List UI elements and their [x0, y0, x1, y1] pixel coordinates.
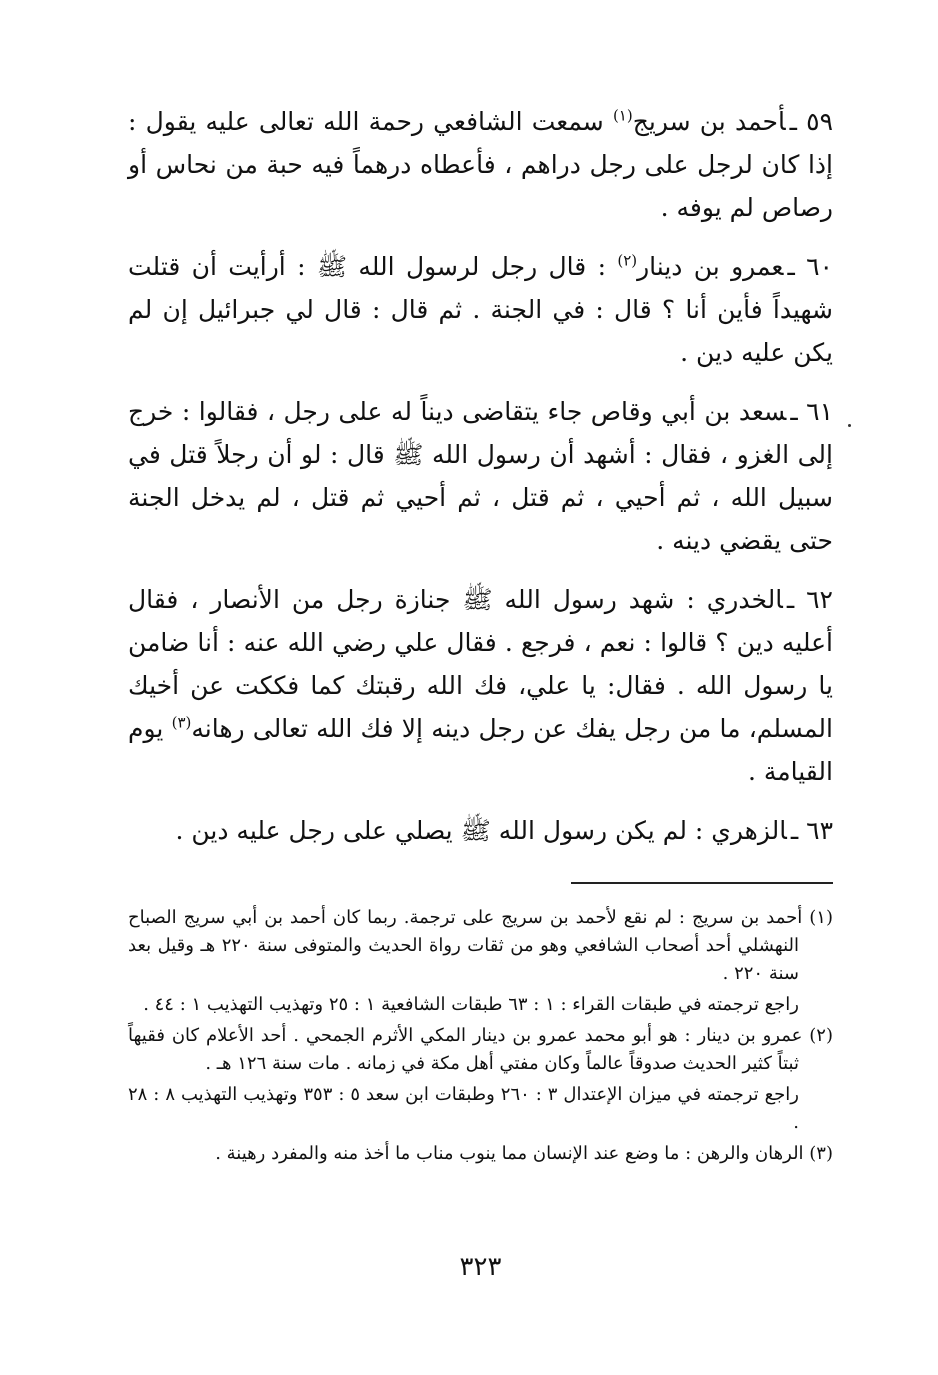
entry-text: الخدري : شهد رسول الله ﷺ جنازة رجل من الأنصار ، فقال أعليه دين ؟ قالوا : نعم ، فرجع . فقال علي رضي الله عنه : أنا ضامن يا رسول الله . فقال: يا علي، فك الله رقبتك كما فككت عن أخيك المسلم، ما من رجل يفك عن رجل دينه إلا فك الله تعالى رهانه [128, 585, 833, 743]
entry-number: ٥٩ ـ [789, 107, 833, 136]
entry-text-cont: : قال رجل لرسول الله ﷺ : أرأيت أن قتلت شهيداً فأين أنا ؟ قال : في الجنة . ثم قال : قال لي جبرائيل إن لم يكن عليه دين . [128, 252, 833, 367]
scan-speck [848, 424, 851, 427]
entry-63 [128, 809, 833, 852]
footnote-2-sources: راجع ترجمته في ميزان الإعتدال ٣ : ٢٦٠ وطبقات ابن سعد ٥ : ٣٥٣ وتهذيب التهذيب ٨ : ٢٨ . [128, 1084, 799, 1133]
page-body [128, 100, 833, 1300]
entry-text: الزهري : لم يكن رسول الله ﷺ يصلي على رجل عليه دين . [175, 816, 787, 845]
entry-60 [128, 245, 833, 374]
footnotes [128, 904, 833, 1168]
footnote-ref[interactable]: (٢) [617, 251, 638, 270]
footnote-ref[interactable]: (١) [612, 106, 633, 125]
footnote-3: (٣) الرهان والرهن : ما وضع عند الإنسان مما ينوب مناب ما أخذ منه والمفرد رهينة . [215, 1143, 833, 1164]
entry-text: سعد بن أبي وقاص جاء يتقاضى ديناً له على رجل ، فقالوا : خرج إلى الغزو ، فقال : أشهد أن رسول الله ﷺ قال : لو أن رجلاً قتل في سبيل الله ، ثم أحيي ، ثم قتل ، ثم أحيي ثم قتل ، لم يدخل الجنة حتى يقضي دينه . [128, 397, 833, 555]
footnote-1: (١) أحمد بن سريج : لم نقع لأحمد بن سريج على ترجمة. ربما كان أحمد بن أبي سريج الصباح النهشلي أحد أصحاب الشافعي وهو من ثقات رواة الحديث والمتوفى سنة ٢٢٠ هـ وقيل بعد سنة ٢٢٠ . [128, 907, 833, 984]
entry-number: ٦٠ ـ [787, 252, 833, 281]
footnote-1-sources: راجع ترجمته في طبقات القراء : ١ : ٦٣ طبقات الشافعية ١ : ٢٥ وتهذيب التهذيب ١ : ٤٤ . [143, 994, 799, 1015]
entry-number: ٦١ ـ [790, 397, 833, 426]
footnote-2: (٢) عمرو بن دينار : هو أبو محمد عمرو بن دينار المكي الأثرم الجمحي . أحد الأعلام كان فقيهاً ثبتاً كثير الحديث صدوقاً عالماً وكان مفتي أهل مكة في زمانه . مات سنة ١٢٦ هـ . [128, 1025, 833, 1074]
entry-text-cont: سمعت الشافعي رحمة الله تعالى عليه يقول : إذا كان لرجل على رجل دراهم ، فأعطاه درهماً فيه حبة من نحاس أو رصاص لم يوفه . [128, 107, 833, 222]
entry-text: عمرو بن دينار [637, 252, 784, 281]
entry-text: أحمد بن سريج [632, 107, 786, 136]
page-number: ٣٢٣ [459, 1252, 502, 1282]
entry-61 [128, 390, 833, 562]
footnote-ref[interactable]: (٣) [171, 713, 192, 732]
entry-number: ٦٣ ـ [790, 816, 833, 845]
entry-text-cont: يوم القيامة . [128, 714, 833, 786]
entry-59 [128, 100, 833, 229]
entry-number: ٦٢ ـ [786, 585, 833, 614]
footnote-divider [571, 882, 833, 884]
entry-62 [128, 578, 833, 793]
